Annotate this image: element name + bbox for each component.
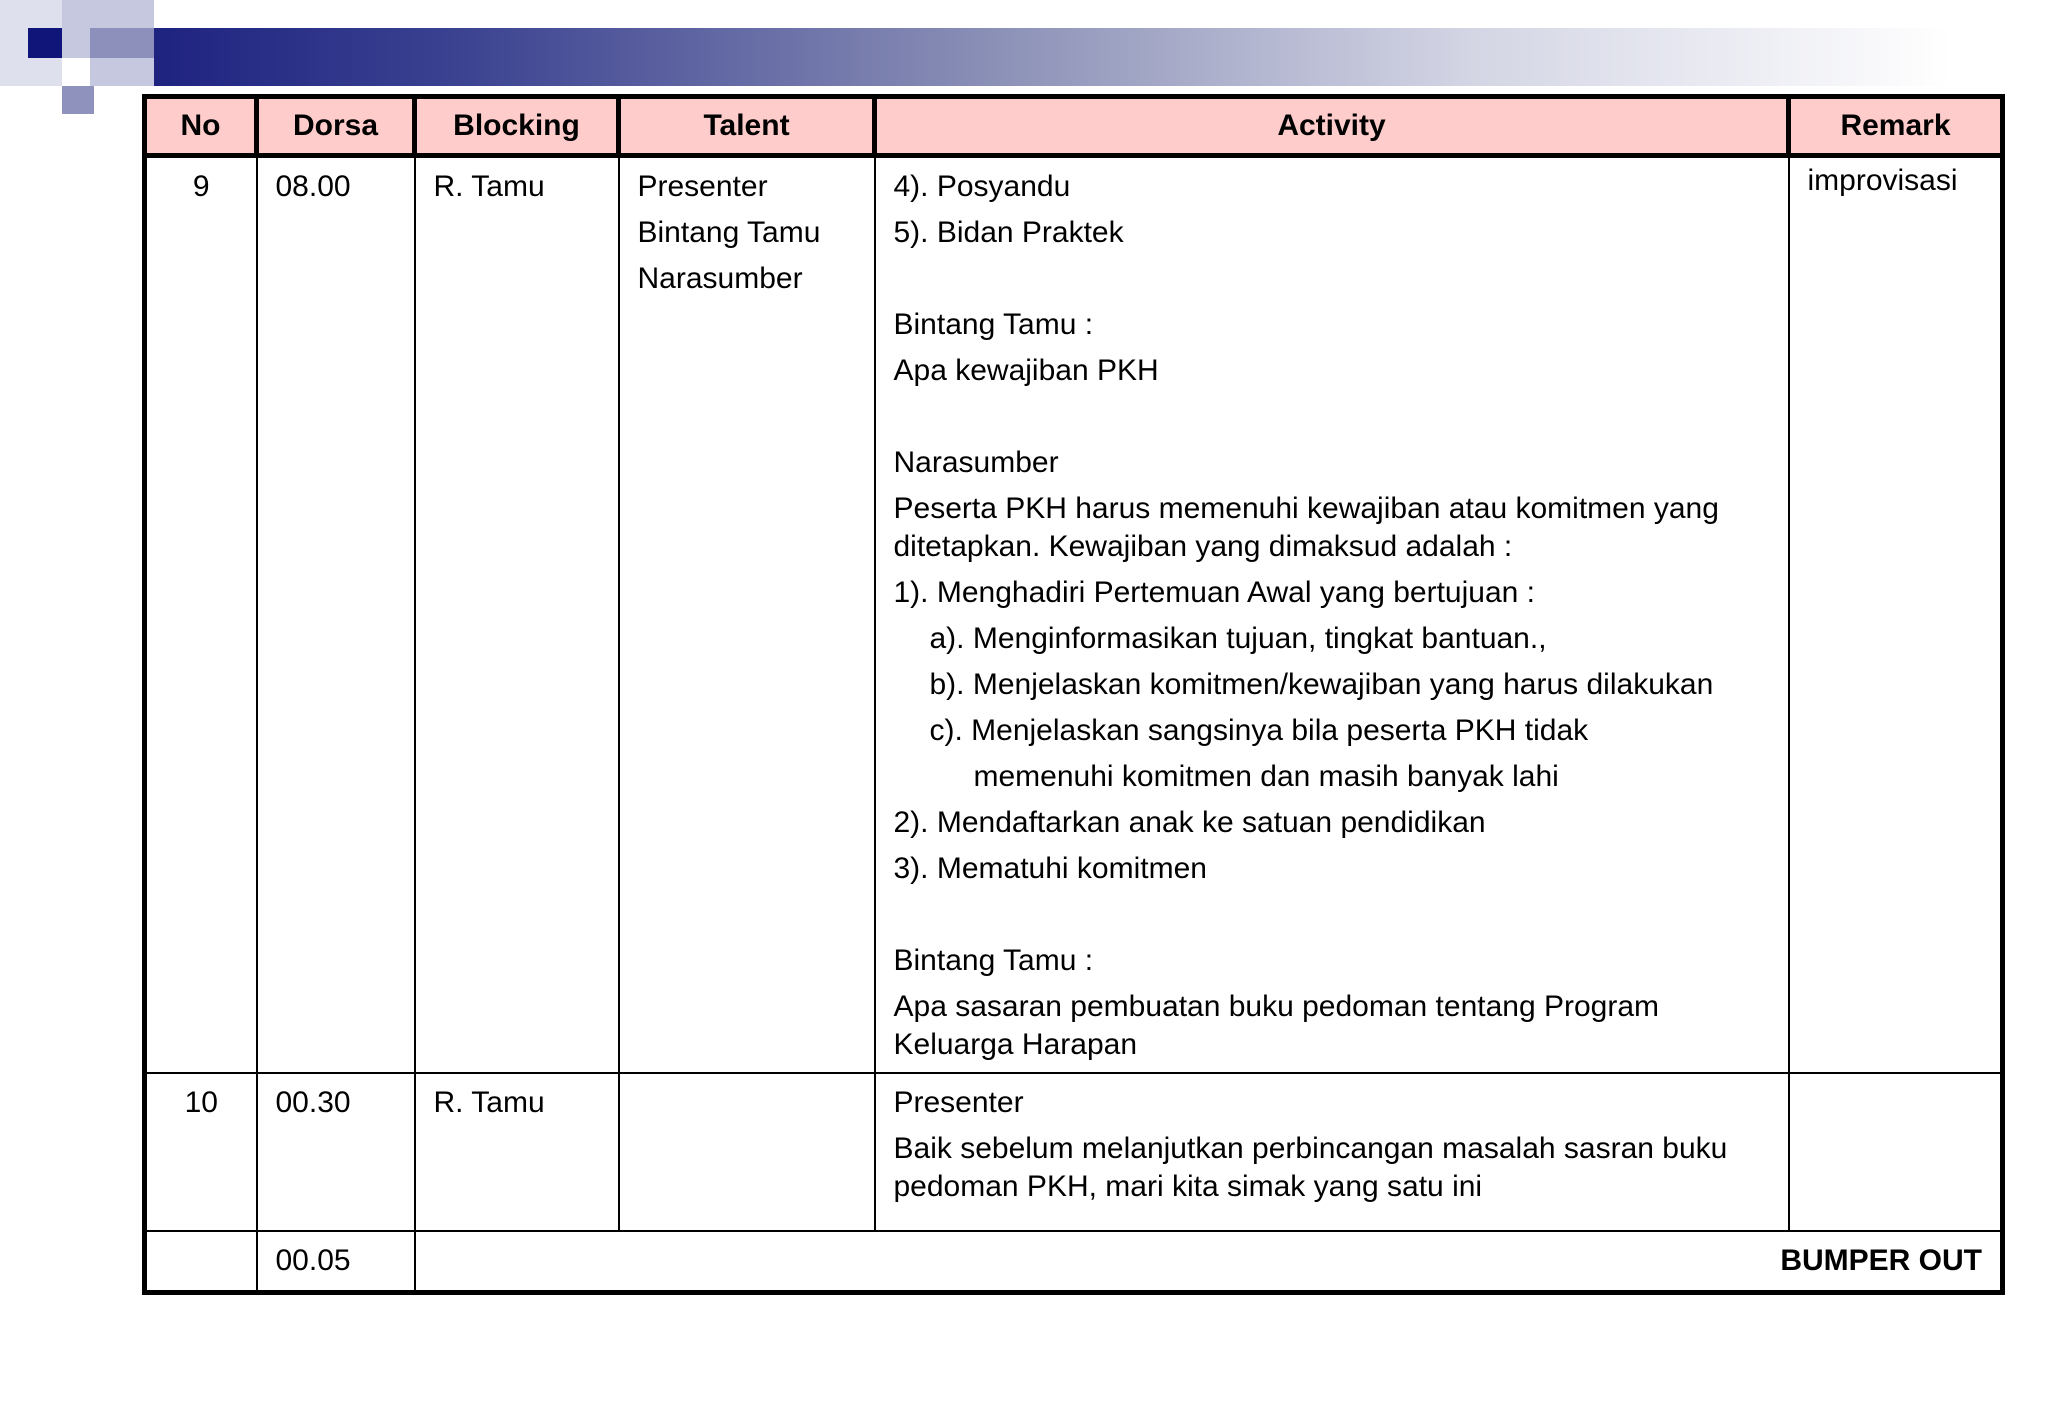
row-number [145, 1231, 257, 1293]
activity-line: Apa kewajiban PKH [893, 354, 1159, 387]
row-dorsa-time: 00.30 [257, 1073, 415, 1231]
header-no: No [145, 97, 257, 156]
activity-line: Apa sasaran pembuatan buku pedoman tentang Program Keluarga Harapan [893, 990, 1660, 1061]
header-blocking: Blocking [415, 97, 619, 156]
header-activity: Activity [875, 97, 1789, 156]
activity-line: 1). Menghadiri Pertemuan Awal yang bertujuan : [893, 576, 1535, 609]
table-header-row [145, 97, 2003, 156]
activity-line: c). Menjelaskan sangsinya bila peserta PKH tidak [929, 714, 1589, 747]
activity-line: Baik sebelum melanjutkan perbincangan masalah sasran buku pedoman PKH, mari kita simak yang satu ini [893, 1132, 1728, 1203]
row-blocking: R. Tamu [415, 1073, 619, 1231]
row-dorsa-time: 00.05 [257, 1231, 415, 1293]
activity-line: 4). Posyandu [893, 170, 1071, 203]
table-row [145, 1073, 2003, 1231]
row-remark [1789, 1073, 2003, 1231]
activity-line: Bintang Tamu : [893, 308, 1094, 341]
activity-line: 5). Bidan Praktek [893, 216, 1124, 249]
row-activity [875, 1073, 1789, 1231]
header-dorsa: Dorsa [257, 97, 415, 156]
activity-line: 2). Mendaftarkan anak ke satuan pendidikan [893, 806, 1486, 839]
spacer [894, 256, 1770, 302]
activity-line: a). Menginformasikan tujuan, tingkat bantuan., [929, 622, 1547, 655]
activity-line: Peserta PKH harus memenuhi kewajiban atau komitmen yang ditetapkan. Kewajiban yang dimaksud adalah : [893, 492, 1719, 563]
row-remark: improvisasi [1789, 156, 2003, 1074]
row-number: 10 [145, 1073, 257, 1231]
table-row [145, 156, 2003, 1074]
spacer [894, 892, 1770, 938]
talent-item: Presenter [637, 170, 768, 203]
row-dorsa-time: 08.00 [257, 156, 415, 1074]
talent-item: Narasumber [637, 262, 803, 295]
row-number: 9 [145, 156, 257, 1074]
activity-line: b). Menjelaskan komitmen/kewajiban yang harus dilakukan [929, 668, 1714, 701]
header-talent: Talent [619, 97, 875, 156]
decorative-square [62, 58, 90, 86]
decorative-square [0, 86, 62, 114]
table-row [145, 1231, 2003, 1293]
activity-line: 3). Mematuhi komitmen [893, 852, 1207, 885]
spacer [894, 394, 1770, 440]
row-blocking: R. Tamu [415, 156, 619, 1074]
decorative-square [62, 86, 94, 114]
activity-line: Presenter [893, 1086, 1024, 1119]
activity-line: memenuhi komitmen dan masih banyak lahi [973, 760, 1559, 793]
header-gradient-band [118, 28, 2048, 86]
header-remark: Remark [1789, 97, 2003, 156]
talent-item: Bintang Tamu [637, 216, 821, 249]
row-talent [619, 156, 875, 1074]
activity-line: Bintang Tamu : [893, 944, 1094, 977]
decorative-square [28, 28, 62, 58]
row-activity [875, 156, 1789, 1074]
row-talent [619, 1073, 875, 1231]
decorative-square [90, 28, 154, 58]
activity-line: Narasumber [893, 446, 1059, 479]
bumper-out-label: BUMPER OUT [415, 1231, 2003, 1293]
rundown-table [142, 94, 2005, 1295]
